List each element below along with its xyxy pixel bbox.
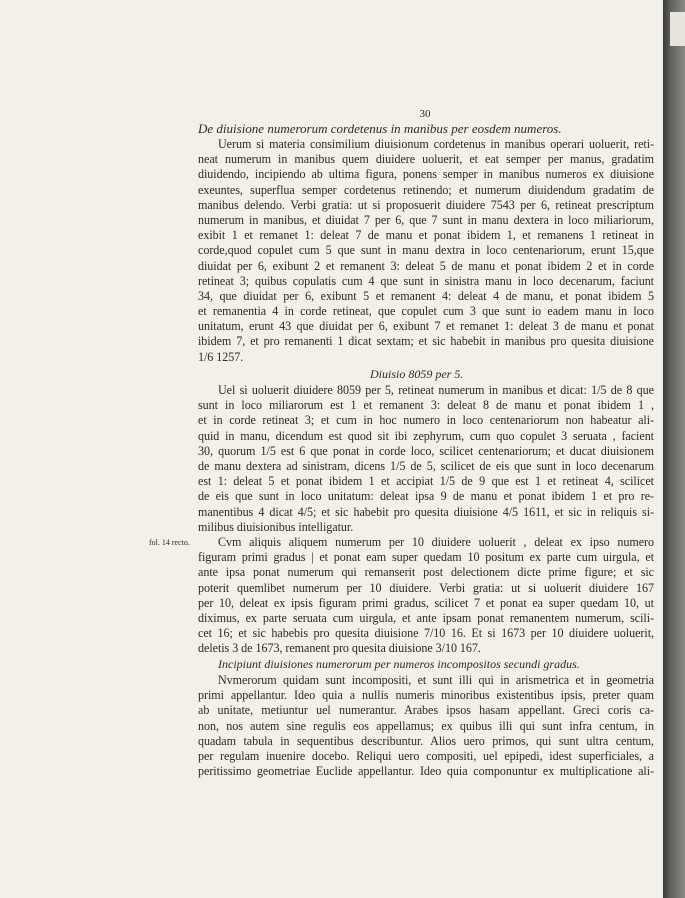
- page-number: 30: [419, 108, 431, 120]
- text-line: manentibus 4 dicat 4/5; et sic habebit pro quesita diuisione 4/5 1611, et sic in reliquis si-: [198, 504, 654, 519]
- text-line: deletis 3 de 1673, remanent pro quesita diuisione 3/10 167.: [198, 641, 481, 656]
- text-line: ibidem 7, et pro remanenti 1 dicat sextam; et sic habebit in manibus pro quesita diuisione: [198, 334, 654, 349]
- paragraph-2: [198, 383, 654, 535]
- text-line: de manu dextera ad sinistram, dicens 1/5 de 5, scilicet de eis que sunt in loco decenarum: [198, 458, 654, 473]
- text-line: diuidat per 6, exibunt 2 et remanent 3: deleat 5 de manu et ponat ibidem 2 et in corde: [198, 258, 654, 273]
- text-line: numerum in manibus, et diuidat 7 per 6, que 7 sunt in manu dextera in loco miliariorum,: [198, 212, 654, 227]
- section-title: De diuisione numerorum cordetenus in manibus per eosdem numeros.: [198, 121, 562, 136]
- page-edge-shadow: [663, 0, 685, 898]
- text-line: neat numerum in manibus quem diuidere uoluerit, et eat semper per manus, gradatim: [198, 152, 654, 167]
- text-line: non, nos autem sine regulis eos appellamus; ex quibus illi qui sunt infra centum, in: [198, 718, 654, 733]
- text-line: et remanentia 4 in corde retineat, que copulet cum 3 que sunt io eadem manu in loco: [198, 304, 654, 319]
- text-line: unitatum, erunt 43 que diuidat per 6, exibunt 7 et remanet 1: deleat 3 de manu et ponat: [198, 319, 654, 334]
- text-line: 34, que diuidat per 6, exibunt 5 et remanent 4: deleat 4 de manu, et ponat ibidem 5: [198, 288, 654, 303]
- text-line: diximus, ex parte seruata cum uirgula, et ante ipsam ponat remanentem numerum, scili-: [198, 610, 654, 625]
- text-line: quadam tabula in sequentibus describuntur. Alios uero primos, qui sunt ultra centum,: [198, 733, 654, 748]
- paragraph-3: [198, 535, 654, 657]
- text-line: et in corde retineat 3; et cum in hoc numero in loco centenariorum non habeatur ali-: [198, 413, 654, 428]
- subheading-incipiunt: Incipiunt diuisiones numerorum per numeros incompositos secundi gradus.: [218, 657, 580, 671]
- text-line: Uel si uoluerit diuidere 8059 per 5, retineat numerum in manibus et dicat: 1/5 de 8 que: [218, 383, 654, 397]
- text-line: sunt in loco miliarorum est 1 et remanent 3: deleat 8 de manu et ponat ibidem 1 ,: [198, 398, 654, 413]
- paragraph-4: [198, 673, 654, 779]
- paragraph-1: [198, 137, 654, 365]
- marginal-note: fol. 14 recto.: [149, 538, 190, 547]
- text-line: per 10, deleat ex ipsis figuram primi gradus, scilicet 7 et ponat ea super quedam 10, ut: [198, 595, 654, 610]
- text-line: primi appellantur. Ideo quia a nullis numeris minoribus existentibus ipsis, preter quam: [198, 688, 654, 703]
- subheading-division-8059: Diuisio 8059 per 5.: [370, 367, 464, 381]
- text-line: retineat 3; quibus copulatis cum 4 que sunt in sinistra manu in loco decenarum, faciunt: [198, 273, 654, 288]
- text-line: poterit quemlibet numerum per 10 diuidere. Verbi gratia: ut si uoluerit diuidere 167: [198, 580, 654, 595]
- text-line: corde,quod copulet cum 5 que sunt in manu dextra in loco centenariorum, erunt 15,que: [198, 243, 654, 258]
- text-line: Nvmerorum quidam sunt incompositi, et sunt illi qui in arismetrica et in geometria: [218, 673, 654, 687]
- next-page-corner: [670, 12, 685, 46]
- text-line: 30, quorum 1/5 est 6 que ponat in corde loco, scilicet centenariorum; et ducat diuisionem: [198, 443, 654, 458]
- text-line: figuram primi gradus | et ponat eam super quedam 10 positum ex parte cum uirgula, et: [198, 550, 654, 565]
- text-line: 1/6 1257.: [198, 349, 244, 364]
- text-line: ante ipsa ponat numerum qui remanserit post delectionem dicte prime figure; et sic: [198, 565, 654, 580]
- text-line: Uerum si materia consimilium diuisionum cordetenus in manibus operari uoluerit, reti-: [218, 137, 654, 151]
- text-line: Cvm aliquis aliquem numerum per 10 diuidere uoluerit , deleat ex ipso numero: [218, 535, 654, 549]
- text-line: exibit 1 et remanet 1: deleat 7 de manu et ponat ibidem 1, et remanens 1 retineat in: [198, 228, 654, 243]
- text-line: exeuntes, superflua semper cordetenus retinendo; et numerum diuidendum gradatim de: [198, 182, 654, 197]
- text-line: milibus diuisionibus intelligatur.: [198, 519, 354, 534]
- text-line: diuidendo, incipiendo ab ultima figura, ponens semper in manibus numeros ex diuisione: [198, 167, 654, 182]
- text-line: est 1: deleat 5 et ponat ibidem 1 et accipiat 1/5 de 9 que est 1 et retineat 4, scilicet: [198, 474, 654, 489]
- text-line: quid in manu, dicendum est quod sit ibi zephyrum, cum quo copulet 3 seruata , facient: [198, 428, 654, 443]
- text-line: cet 16; et sic habebis pro quesita diuisione 7/10 16. Et si 1673 per 10 diuidere uoluerit,: [198, 626, 654, 641]
- text-line: per regulam inuenire docebo. Reliqui uero compositi, uel epipedi, idest superficiales, a: [198, 748, 654, 763]
- text-line: ab unitate, metiuntur uel numerantur. Arabes ipsos hasam appellant. Greci coris ca-: [198, 703, 654, 718]
- text-line: manibus delendo. Verbi gratia: ut si proposuerit diuidere 7543 per 6, retineat prescriptum: [198, 197, 654, 212]
- text-line: de eis que sunt in loco unitatum: deleat ipsa 9 de manu et ponat ibidem 1 et pro re-: [198, 489, 654, 504]
- text-line: peritissimo geometriae Euclide appellantur. Ideo quia componuntur ex multiplicatione ali-: [198, 764, 654, 779]
